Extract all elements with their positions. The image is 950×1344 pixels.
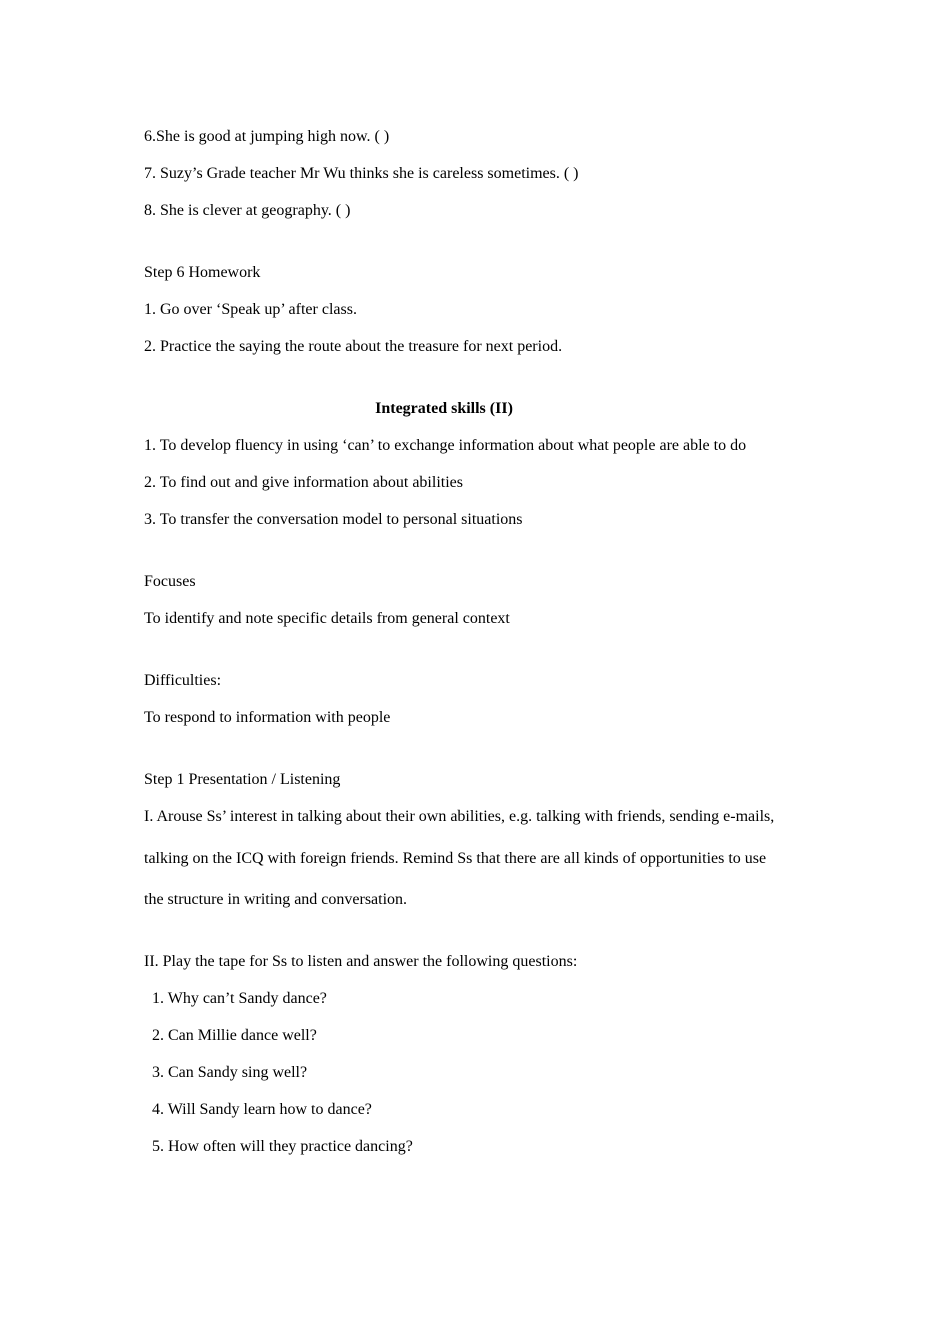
step1-para-line-3: the structure in writing and conversation. (144, 891, 408, 908)
difficulties-title: Difficulties: (144, 672, 222, 689)
homework-item-2: 2. Practice the saying the route about the treasure for next period. (144, 338, 563, 355)
quiz-item-8: 8. She is clever at geography. ( ) (144, 202, 351, 219)
quiz-item-6: 6.She is good at jumping high now. ( ) (144, 128, 390, 145)
step1-para-line-2: talking on the ICQ with foreign friends. Remind Ss that there are all kinds of opportunities to use (144, 850, 767, 867)
step1-title: Step 1 Presentation / Listening (144, 771, 341, 788)
question-5: 5. How often will they practice dancing? (152, 1138, 413, 1155)
question-4: 4. Will Sandy learn how to dance? (152, 1101, 372, 1118)
step1-para-line-1: I. Arouse Ss’ interest in talking about their own abilities, e.g. talking with friends, sending e-mails, (144, 808, 775, 825)
focuses-text: To identify and note specific details from general context (144, 610, 510, 627)
listen-intro: II. Play the tape for Ss to listen and answer the following questions: (144, 953, 578, 970)
homework-title: Step 6 Homework (144, 264, 261, 281)
objective-1: 1. To develop fluency in using ‘can’ to exchange information about what people are able to do (144, 437, 747, 454)
objective-2: 2. To find out and give information about abilities (144, 474, 463, 491)
objective-3: 3. To transfer the conversation model to personal situations (144, 511, 523, 528)
question-1: 1. Why can’t Sandy dance? (152, 990, 327, 1007)
question-2: 2. Can Millie dance well? (152, 1027, 317, 1044)
section-title: Integrated skills (II) (375, 400, 513, 417)
difficulties-text: To respond to information with people (144, 709, 391, 726)
focuses-title: Focuses (144, 573, 196, 590)
question-3: 3. Can Sandy sing well? (152, 1064, 308, 1081)
homework-item-1: 1. Go over ‘Speak up’ after class. (144, 301, 357, 318)
quiz-item-7: 7. Suzy’s Grade teacher Mr Wu thinks she is careless sometimes. ( ) (144, 165, 579, 182)
